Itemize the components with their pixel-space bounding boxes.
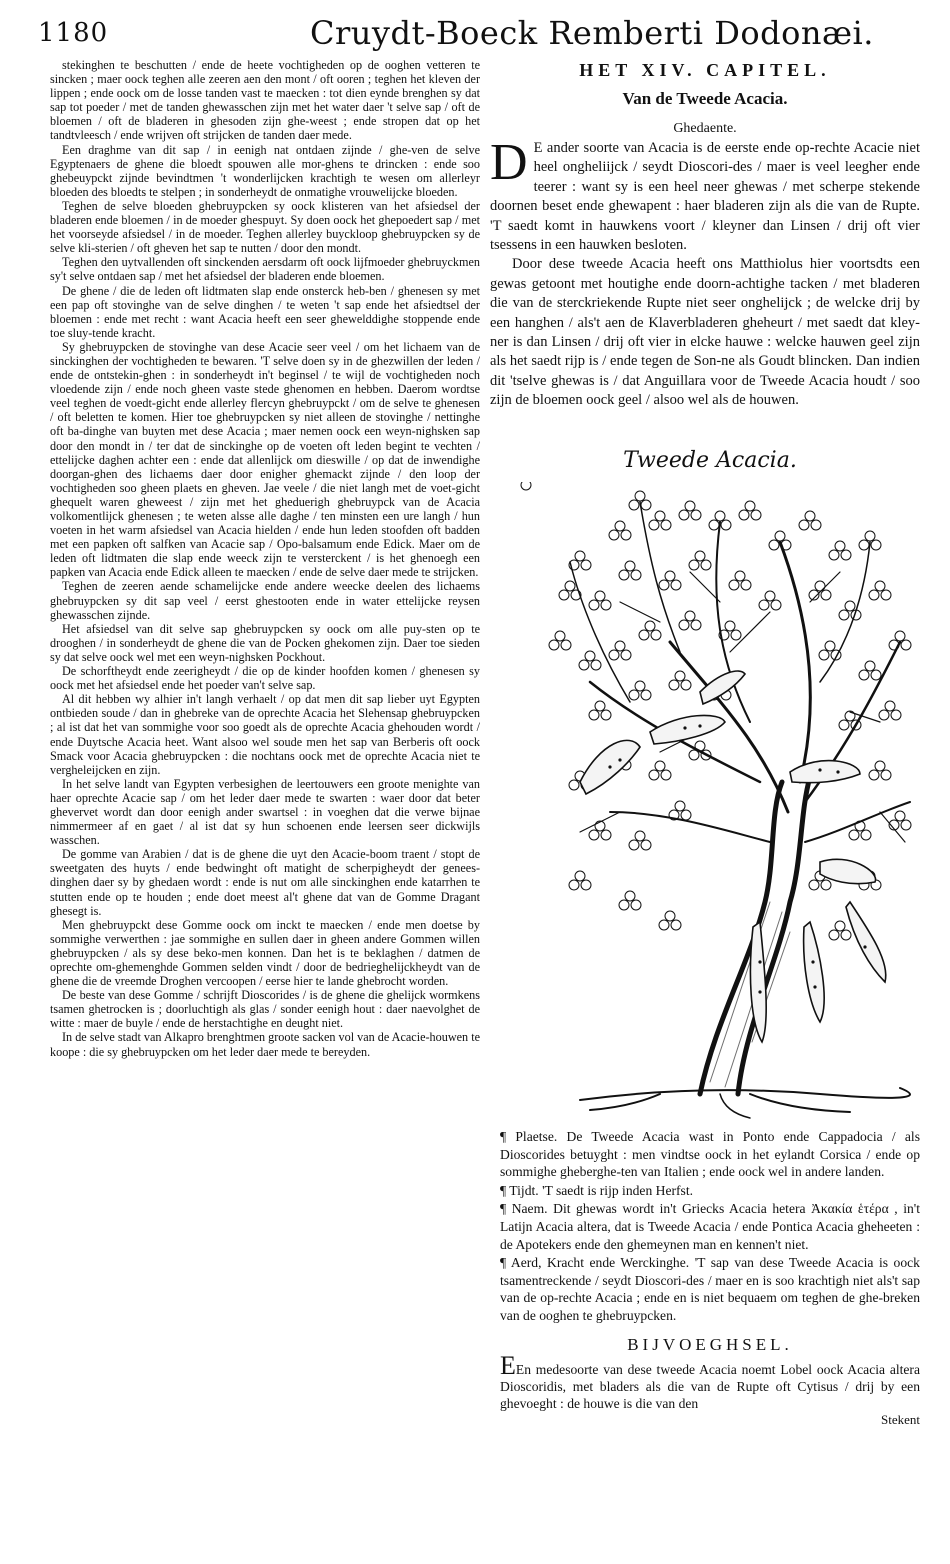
- paragraph-text: E ander soorte van Acacia is de eerste ende op-rechte Acacie niet heel ongheliijck / seydt Dioscori-des / maer is veel leegher ende teerer : want sy is een heel neer ghewas / met scherpe stekende doornen beset ende ghewapent : haer bladeren zijn als die van de Rupte. 'T saedt komt in hauwkens voort / kleyner dan Linsen / drij oft vier tsessens in een hauwken besloten.: [490, 140, 920, 254]
- section-aerd-kracht: [500, 1254, 920, 1324]
- addendum-paragraph: [500, 1350, 920, 1412]
- chapter-title: HET XIV. CAPITEL.: [579, 60, 831, 80]
- paragraph: De gomme van Arabien / dat is de ghene die uyt den Acacie-boom traent / stopt de sweetgaten des huyts / ende bedwinght oft matight de scherpigheydt der genees-dinghen daer sy by ghedaen wordt : ende is nut om alle sinckinghen ende katarrhen te stutten ende op te houden ; ende doet meest al't ghene dat van de Gomme Dragant ghesegt is.: [50, 847, 480, 918]
- paragraph: [490, 134, 920, 255]
- section-heading-ghedaente: Ghedaente.: [673, 121, 737, 136]
- running-title: Cruydt-Boeck Remberti Dodonæi.: [310, 14, 874, 52]
- section-label: ¶ Tijdt.: [500, 1182, 539, 1198]
- paragraph: De beste van dese Gomme / schrijft Dioscorides / is de ghene die ghelijck wormkens tsamen ghetrocken is ; doorluchtigh als glas / sonder eenigh hout : daer naevolghet de witte : maer de buyle / ende de herstachtighe en deught niet.: [50, 988, 480, 1031]
- paragraph: Het afsiedsel van dit selve sap ghebruypcken sy oock om alle puy-sten op te drooghen / in sonderheydt de ghene die van de Pocken ghekomen zijn. Daer toe sieden sy dat selve oock wel met een weyn-nighsken Pockhout.: [50, 621, 480, 664]
- section-tijdt: [500, 1182, 920, 1200]
- section-text: 'T sap van dese Tweede Acacia is oock tsamentreckende / seydt Dioscori-des / maer en is soo krachtigh niet als't sap van de op-rechte Acacia ; ende en is niet bequaem om teghen de ghe-breken van de ooghen te ghebruypcken.: [500, 1255, 920, 1323]
- paragraph: Teghen de selve bloeden ghebruypcken sy oock klisteren van het afsiedsel der bladeren ende bloemen / in de moeder ghespuyt. Sy doen oock het ghepoedert sap / met het voorseyde afsiedsel / in de moeder. Teghen allerley buyckloop ghebruypcken sy de selve kli-sterien / oft gheven het sap te nutten / door den mondt.: [50, 198, 480, 256]
- paragraph: De ghene / die de leden oft lidtmaten slap ende onsterck heb-ben / ghenesen sy met een pap oft stovinghe van de selve dinghen / te weten 't sap ende het afsiedtsel der bloemen : ende met recht : want Acacia heeft een seer ghewelddighe stoppende ende toe sluy-tende kracht.: [50, 283, 480, 340]
- paragraph: In het selve landt van Egypten verbesighen de leertouwers een groote menighte van haer oprechte Acacie sap / om het leder daer mede te swarten : waer door dat beter ghevervet wordt dan door eenigh ander swartsel : in voeghen dat die verwe bijnae nimmermeer af en gaet / al ist dat sy hun schoenen ende leersen seer dickwijls wasschen.: [50, 776, 480, 848]
- paragraph: Door dese tweede Acacia heeft ons Matthiolus hier voortsdts een gewas getoont met houtighe ende doorn-achtighe tacken / met bladeren die van de sterckriekende Rupte niet seer onghelijck ; de welcke drij by een hanghen / als't aen de Klaverbladeren gheheurt / met saedt dat kley-ner is dan Linsen / drij oft vier in elcke hauwe : welcke hauwen geel zijn als het saedt rijp is / ende tegen de Son-ne als Goudt blincken. Dan indien dit 'tselve ghewas is / dat Anguillara voor de Tweede Acacia houdt / soo zijn de bloemen oock geel / alsoo wel als de houwen.: [490, 256, 920, 409]
- paragraph: Teghen den uytvallenden oft sinckenden aersdarm oft oock lijfmoeder ghebruyckmen sy't selve ontdaen sap / met het afsiedsel der bladeren ende bloemen.: [50, 255, 480, 284]
- section-text: Dit ghewas wordt in't Griecks Acacia hetera Ἀκακία ἑτέρα , in't Latijn Acacia altera, dat is Tweede Acacia / ende Pontica Acacia gheheeten : de Apotekers ende den ghemeynen man en kennen't niet.: [500, 1201, 921, 1252]
- paragraph: Men ghebruypckt dese Gomme oock om inckt te maecken / ende men doetse by sommighe verwerthen : jae sommighe en sullen daer in gheen andere Gommen willen ghebruypcken / als sy dese beko-men konnen. Dan het is te beklaghen / datmen de oprechte om-ghemenghde Gommen selden vindt / door de bedrieghelijckheydt van de ghene die de vreemde Droghen vercoopen / eerse hier te lande ghebrocht worden.: [50, 917, 480, 989]
- catchword: Stekent: [881, 1411, 920, 1427]
- page-header: [30, 14, 930, 54]
- right-column: [490, 60, 920, 411]
- paragraph: Teghen de zeeren aende schamelijcke ende andere weecke deelen des lichaems ghebruypcken sy dit sap veel / eerst ghestooten ende in water ettelijcke reysen ghewasschen zijnde.: [50, 579, 480, 622]
- section-text: 'T saedt is rijp inden Herfst.: [542, 1182, 694, 1198]
- drop-cap: E: [500, 1350, 516, 1380]
- section-label: ¶ Aerd, Kracht ende Werckinghe.: [500, 1255, 690, 1271]
- figure-caption: Tweede Acacia.: [623, 448, 797, 473]
- page-number: 1180: [38, 18, 109, 48]
- left-column: [50, 58, 480, 1059]
- addendum-text: En medesoorte van dese tweede Acacia noemt Lobel oock Acacia altera Dioscoridis, met bladers als die van de Rupte oft Cytisus / drij by een ghevoeght : de houwe is die van den: [500, 1361, 920, 1411]
- paragraph: In de selve stadt van Alkapro brenghtmen groote sacken vol van de Acacie-houwen te koope : die sy ghebruypcken om het leder daer mede te bereyden.: [50, 1030, 480, 1059]
- chapter-subtitle: Van de Tweede Acacia.: [622, 89, 788, 108]
- paragraph: Sy ghebruypcken de stovinghe van dese Acacie seer veel / om het lichaem van de sinckinghen der vochtigheden te bewaren. 'T selve doen sy in de ghezwillen der leden / ende de ontstekin-ghen : in sonderheydt in't beginsel / te wijl de vochtigheden noch vloedende zijn / ende noch gheen vaste stede ghenomen en hebben. Daerom wordtse veel teghen de voedt-gicht ende allerley flercyn ghebruypckt / om de selve te ghenesen / oft beletten te komen. Hier toe ghebruypcken sy niet alleen de stovinghe / nettinghe oft ba-dinghe van buyten met dese Acacia ; maer nemen oock een weyn-nighsken sap door den mondt in / ter dat de sinckinghe op de voeten oft leden begint te vechten / ettelijcke daghen achter een : ende dat allenlijck om dieswille / op dat de inwendighe doorgan-ghen des lichaems daer door enigher ghemackt zijnde / den loop der vochtigheden soo gheen plaets en gheven. Jae veele / die niet langh met de voet-gicht ghequelt waren gheweest / zijn met het gheduerigh ghebruypck van de Acacia volkomentlijck ghenesen ; te weten alsse alle daghe / ten minsten een ure langh / hun voeten in het warm afsiedsel van Acacia hielden / ende hun leden stoofden oft badden met een papken oft salfken van Acacie sap / Opo-balsamum ende Edick. Maer om de leden oft lidtmaten die slap ende weeck zijn te versterckent / is het ghenoegh een papken van Acacia ende Edick alleen te maecken / ende de selve daer mede te strijcken.: [50, 339, 480, 580]
- paragraph: Al dit hebben wy alhier in't langh verhaelt / op dat men dit sap lieber uyt Egypten ontbieden soude / dan in ghebreke van de oprechte Acacia het Slehensap ghebruypcken ; al ist dat het van sommighe voor soo goedt als de oprechte Acacia ghehouden wordt / ende Duytsche Acacia heet. Want alsoo wel soude men het sap van Berberis oft oock Smack voor Acacia ghebruypcken : die nochtans oock met de oprechte Acacia niet te vergheleijcken en zijn.: [50, 692, 480, 777]
- section-text: De Tweede Acacia wast in Ponto ende Cappadocia / als Dioscorides betuyght : men vindtse oock in het eylandt Corsica / ende op sommighe gheberghe-ten van Italien ; ende oock wel in andere landen.: [500, 1129, 920, 1180]
- section-naem: [500, 1200, 920, 1253]
- section-label: ¶ Plaetse.: [500, 1129, 558, 1144]
- lower-right-sections: [500, 1128, 920, 1428]
- section-label: ¶ Naem.: [500, 1201, 548, 1217]
- acacia-woodcut-illustration: [520, 482, 920, 1122]
- paragraph: Een draghme van dit sap / in eenigh nat ontdaen zijnde / ghe-ven de selve Egyptenaers de ghene die bloedt spouwen alle mor-ghens te drincken : ende soo ghebeuypckt zijnde bevindtmen 't wonderlijcken krachtigh te wesen om allerleyr bloeden des bloedts te stelpen ; in sonderheydt de onmatighe vrouwelijcke bloeden.: [50, 142, 480, 199]
- section-plaetse: [500, 1128, 920, 1181]
- addendum-title: BIJVOEGHSEL.: [627, 1334, 793, 1354]
- drop-cap: D: [490, 134, 528, 191]
- paragraph: De schorftheydt ende zeerigheydt / die op de kinder hoofden komen / ghenesen sy oock met het afsiedsel ende het poeder van't selve sap.: [50, 664, 480, 693]
- paragraph: stekinghen te beschutten / ende de heete vochtigheden op de ooghen vetteren te sincken ; maer oock teghen alle zeeren aen den mont / oft ooren ; teghen het kleven der lippen ; ende oock om de losse tanden vast te maecken : tot dien eynde brenghen sy dat sap tot poeder / met de tanden ghewasschen zijn met het water daer 't selve sap / oft de bloemen / oft de bladeren in ghesoden zijn ghe-weest ; ende stropen dat op het tandtvleesch / ende wrijven oft strijcken de tanden daer mede.: [50, 58, 480, 143]
